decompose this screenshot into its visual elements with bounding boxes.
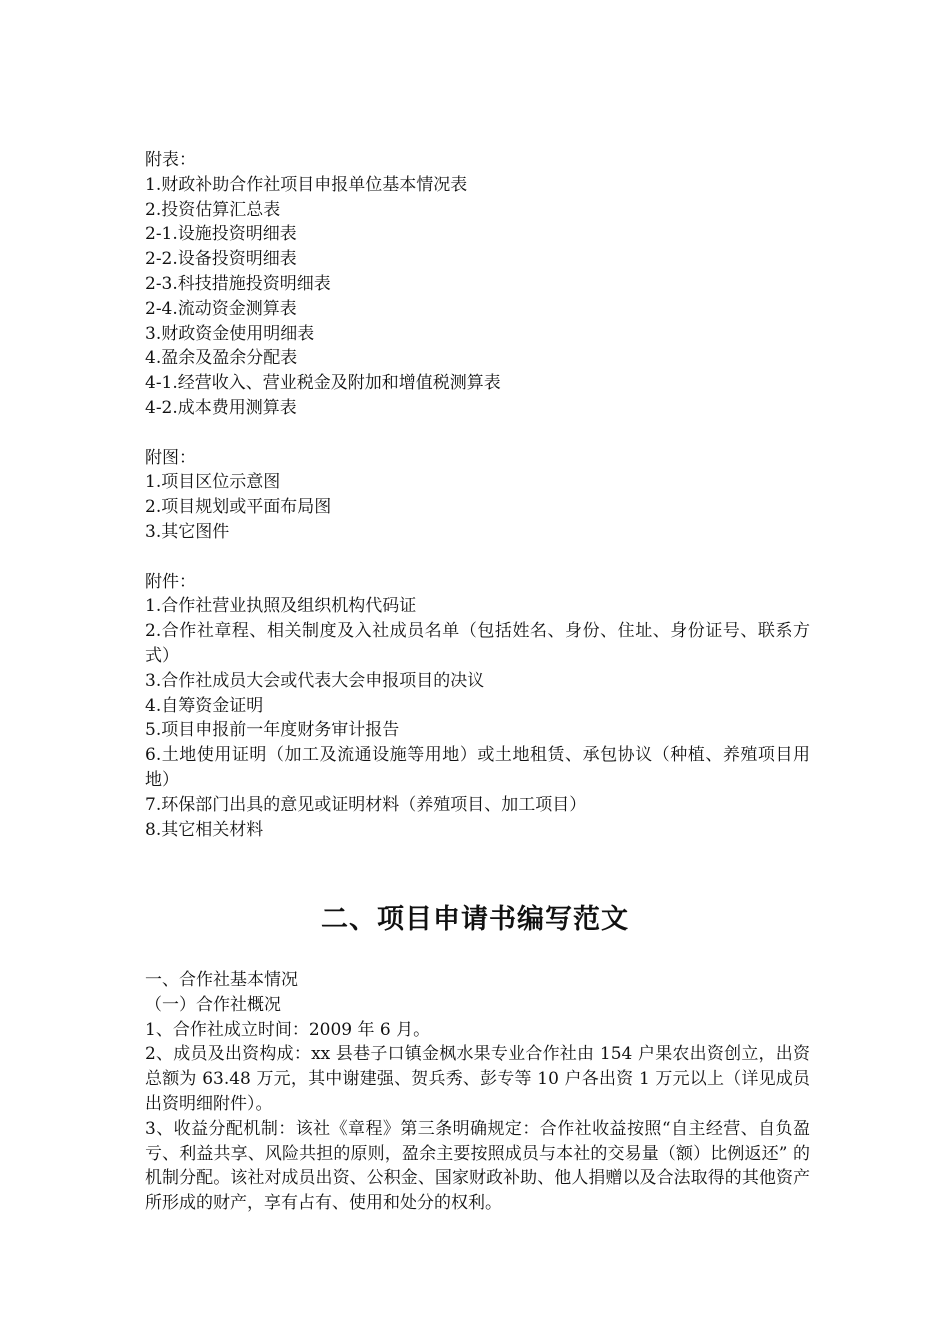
section-body (145, 968, 810, 1216)
list-item: 2.合作社章程、相关制度及入社成员名单（包括姓名、身份、住址、身份证号、联系方式） (145, 621, 810, 666)
list-item: 2-4.流动资金测算表 (145, 298, 297, 319)
subsection-subheading: （一）合作社概况 (145, 994, 281, 1015)
list-item: 4-2.成本费用测算表 (145, 397, 297, 418)
appendix-lists (145, 148, 810, 842)
list-item: 1.合作社营业执照及组织机构代码证 (145, 596, 417, 617)
paragraph: 3、收益分配机制：该社《章程》第三条明确规定：合作社收益按照“自主经营、自负盈亏、利益共享、风险共担的原则，盈余主要按照成员与本社的交易量（额）比例返还” 的机制分配。该社对成员出资、公积金、国家财政补助、他人捐赠以及合法取得的其他资产所形成的财产，享有占有、使用和处分的权利。 (145, 1118, 810, 1214)
list-item: 4.盈余及盈余分配表 (145, 348, 298, 369)
appendix-figures-title: 附图： (145, 447, 196, 468)
appendix-tables-title: 附表： (145, 150, 196, 170)
list-item: 1.项目区位示意图 (145, 472, 281, 493)
spacer (145, 421, 810, 446)
list-item: 3.合作社成员大会或代表大会申报项目的决议 (145, 670, 485, 691)
list-item: 2.投资估算汇总表 (145, 199, 281, 220)
subsection-heading: 一、合作社基本情况 (145, 970, 298, 990)
list-item: 3.其它图件 (145, 521, 230, 542)
section-heading: 二、项目申请书编写范文 (321, 904, 629, 935)
list-item: 6.土地使用证明（加工及流通设施等用地）或土地租赁、承包协议（种植、养殖项目用地） (145, 745, 810, 790)
spacer (145, 545, 810, 570)
list-item: 4.自筹资金证明 (145, 695, 264, 716)
list-item: 3.财政资金使用明细表 (145, 323, 315, 344)
list-item: 2-3.科技措施投资明细表 (145, 273, 331, 294)
paragraph: 1、合作社成立时间：2009 年 6 月。 (145, 1019, 431, 1040)
list-item: 2-1.设施投资明细表 (145, 224, 297, 245)
paragraph: 2、成员及出资构成：xx 县巷子口镇金枫水果专业合作社由 154 户果农出资创立，出资总额为 63.48 万元，其中谢建强、贺兵秀、彭专等 10 户各出资 1 万元以上（详见成员出资明细附件）。 (145, 1044, 810, 1114)
list-item: 2.项目规划或平面布局图 (145, 497, 332, 518)
list-item: 2-2.设备投资明细表 (145, 249, 297, 270)
attachments-title: 附件： (145, 571, 196, 592)
list-item: 5.项目申报前一年度财务审计报告 (145, 720, 400, 741)
list-item: 8.其它相关材料 (145, 819, 264, 840)
list-item: 1.财政补助合作社项目申报单位基本情况表 (145, 174, 468, 195)
list-item: 7.环保部门出具的意见或证明材料（养殖项目、加工项目） (145, 794, 587, 815)
list-item: 4-1.经营收入、营业税金及附加和增值税测算表 (145, 373, 501, 394)
